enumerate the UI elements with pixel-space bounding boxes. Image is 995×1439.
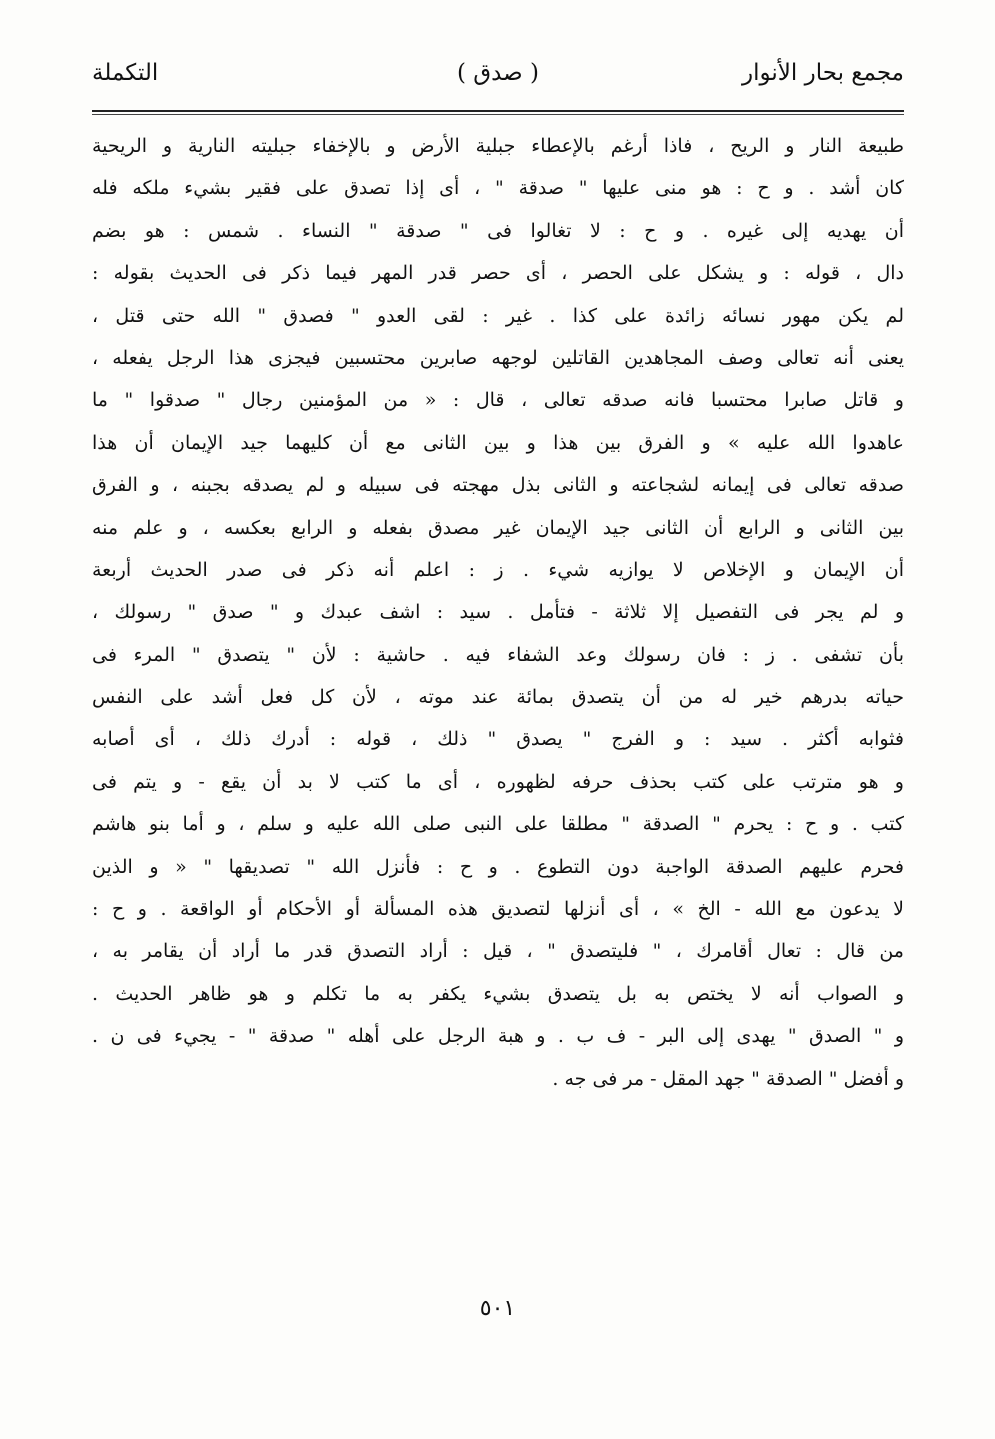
header-rule-thin <box>92 114 904 115</box>
text-line: فثوابه أكثر . سيد : و الفرج " يصدق " ذلك ، قوله : أدرك ذلك ، أى أصابه <box>92 728 904 751</box>
text-line: و الصواب أنه لا يختص به بل يتصدق بشيء يكفر به ما تكلم و هو ظاهر الحديث . <box>92 982 904 1005</box>
text-line: بين الثانى و الرابع أن الثانى جيد الإيمان غير مصدق بفعله و الرابع بعكسه ، و علم منه <box>92 516 904 539</box>
section-title: ( صدق ) <box>456 60 540 86</box>
text-line: لا يدعون مع الله - الخ » ، أى أنزلها لتصديق هذه المسألة أو الأحكام أو الواقعة . و ح : <box>92 898 904 921</box>
header-rule <box>92 110 904 112</box>
page-number: ٥٠١ <box>479 1296 516 1321</box>
text-line: أن يهديه إلى غيره . و ح : لا تغالوا فى " صدقة " النساء . شمس : هو بضم <box>92 219 904 242</box>
text-line: لم يكن مهور نسائه زائدة على كذا . غير : لقى العدو " فصدق " الله حتى قتل ، <box>92 304 904 327</box>
text-line: و لم يجر فى التفصيل إلا ثلاثة - فتأمل . سيد : اشف عبدك و " صدق " رسولك ، <box>92 601 904 624</box>
text-line: فحرم عليهم الصدقة الواجبة دون التطوع . و ح : فأنزل الله " تصديقها " « و الذين <box>92 855 904 878</box>
text-line: و قاتل صابرا محتسبا فانه صدقه تعالى ، قال : « من المؤمنين رجال " صدقوا " ما <box>92 389 904 412</box>
body-text <box>92 125 904 1100</box>
text-line: يعنى أنه تعالى وصف المجاهدين القاتلين لوجهه صابرين محتسبين فيجزى هذا الرجل يفعله ، <box>92 346 904 369</box>
text-line: حياته بدرهم خير له من أن يتصدق بمائة عند موته ، لأن كل فعل أشد على النفس <box>92 686 904 709</box>
running-header <box>92 50 904 100</box>
text-line: و " الصدق " يهدى إلى البر - ف ب . و هبة الرجل على أهله " صدقة " - يجيء فى ن . <box>92 1025 904 1048</box>
text-line: طبيعة النار و الريح ، فاذا أرغم بالإعطاء جبلية الأرض و بالإخفاء جبليته النارية و الريحية <box>92 135 904 157</box>
text-line: بأن تشفى . ز : فان رسولك وعد الشفاء فيه . حاشية : لأن " يتصدق " المرء فى <box>92 643 904 666</box>
text-line: و أفضل " الصدقة " جهد المقل - مر فى جه . <box>552 1067 904 1090</box>
text-line: و هو مترتب على كتب بحذف حرفه لظهوره ، أى ما كتب لا بد أن يقع - و يتم فى <box>92 770 904 793</box>
book-title: مجمع بحار الأنوار <box>742 60 904 86</box>
text-line: من قال : تعال أقامرك ، " فليتصدق " ، قيل : أراد التصدق قدر ما أراد أن يقامر به ، <box>92 940 904 963</box>
text-line: كتب . و ح : يحرم " الصدقة " مطلقا على النبى صلى الله عليه و سلم ، و أما بنو هاشم <box>92 813 904 836</box>
text-line: عاهدوا الله عليه » و الفرق بين هذا و بين الثانى مع أن كليهما جيد الإيمان أن هذا <box>92 431 904 454</box>
text-line: دال ، قوله : و يشكل على الحصر ، أى حصر قدر المهر فيما ذكر فى الحديث بقوله : <box>92 262 904 285</box>
section-label: التكملة <box>92 60 159 86</box>
text-line: كان أشد . و ح : هو منى عليها " صدقة " ، أى إذا تصدق على فقير بشيء ملكه فله <box>92 177 904 200</box>
text-line: صدقه تعالى فى إيمانه لشجاعته و الثانى بذل مهجته فى سبيله و لم يصدقه بجبنه ، و الفرق <box>92 474 904 497</box>
text-line: أن الإيمان و الإخلاص لا يوازيه شيء . ز : اعلم أنه ذكر فى صدر الحديث أربعة <box>92 558 904 581</box>
